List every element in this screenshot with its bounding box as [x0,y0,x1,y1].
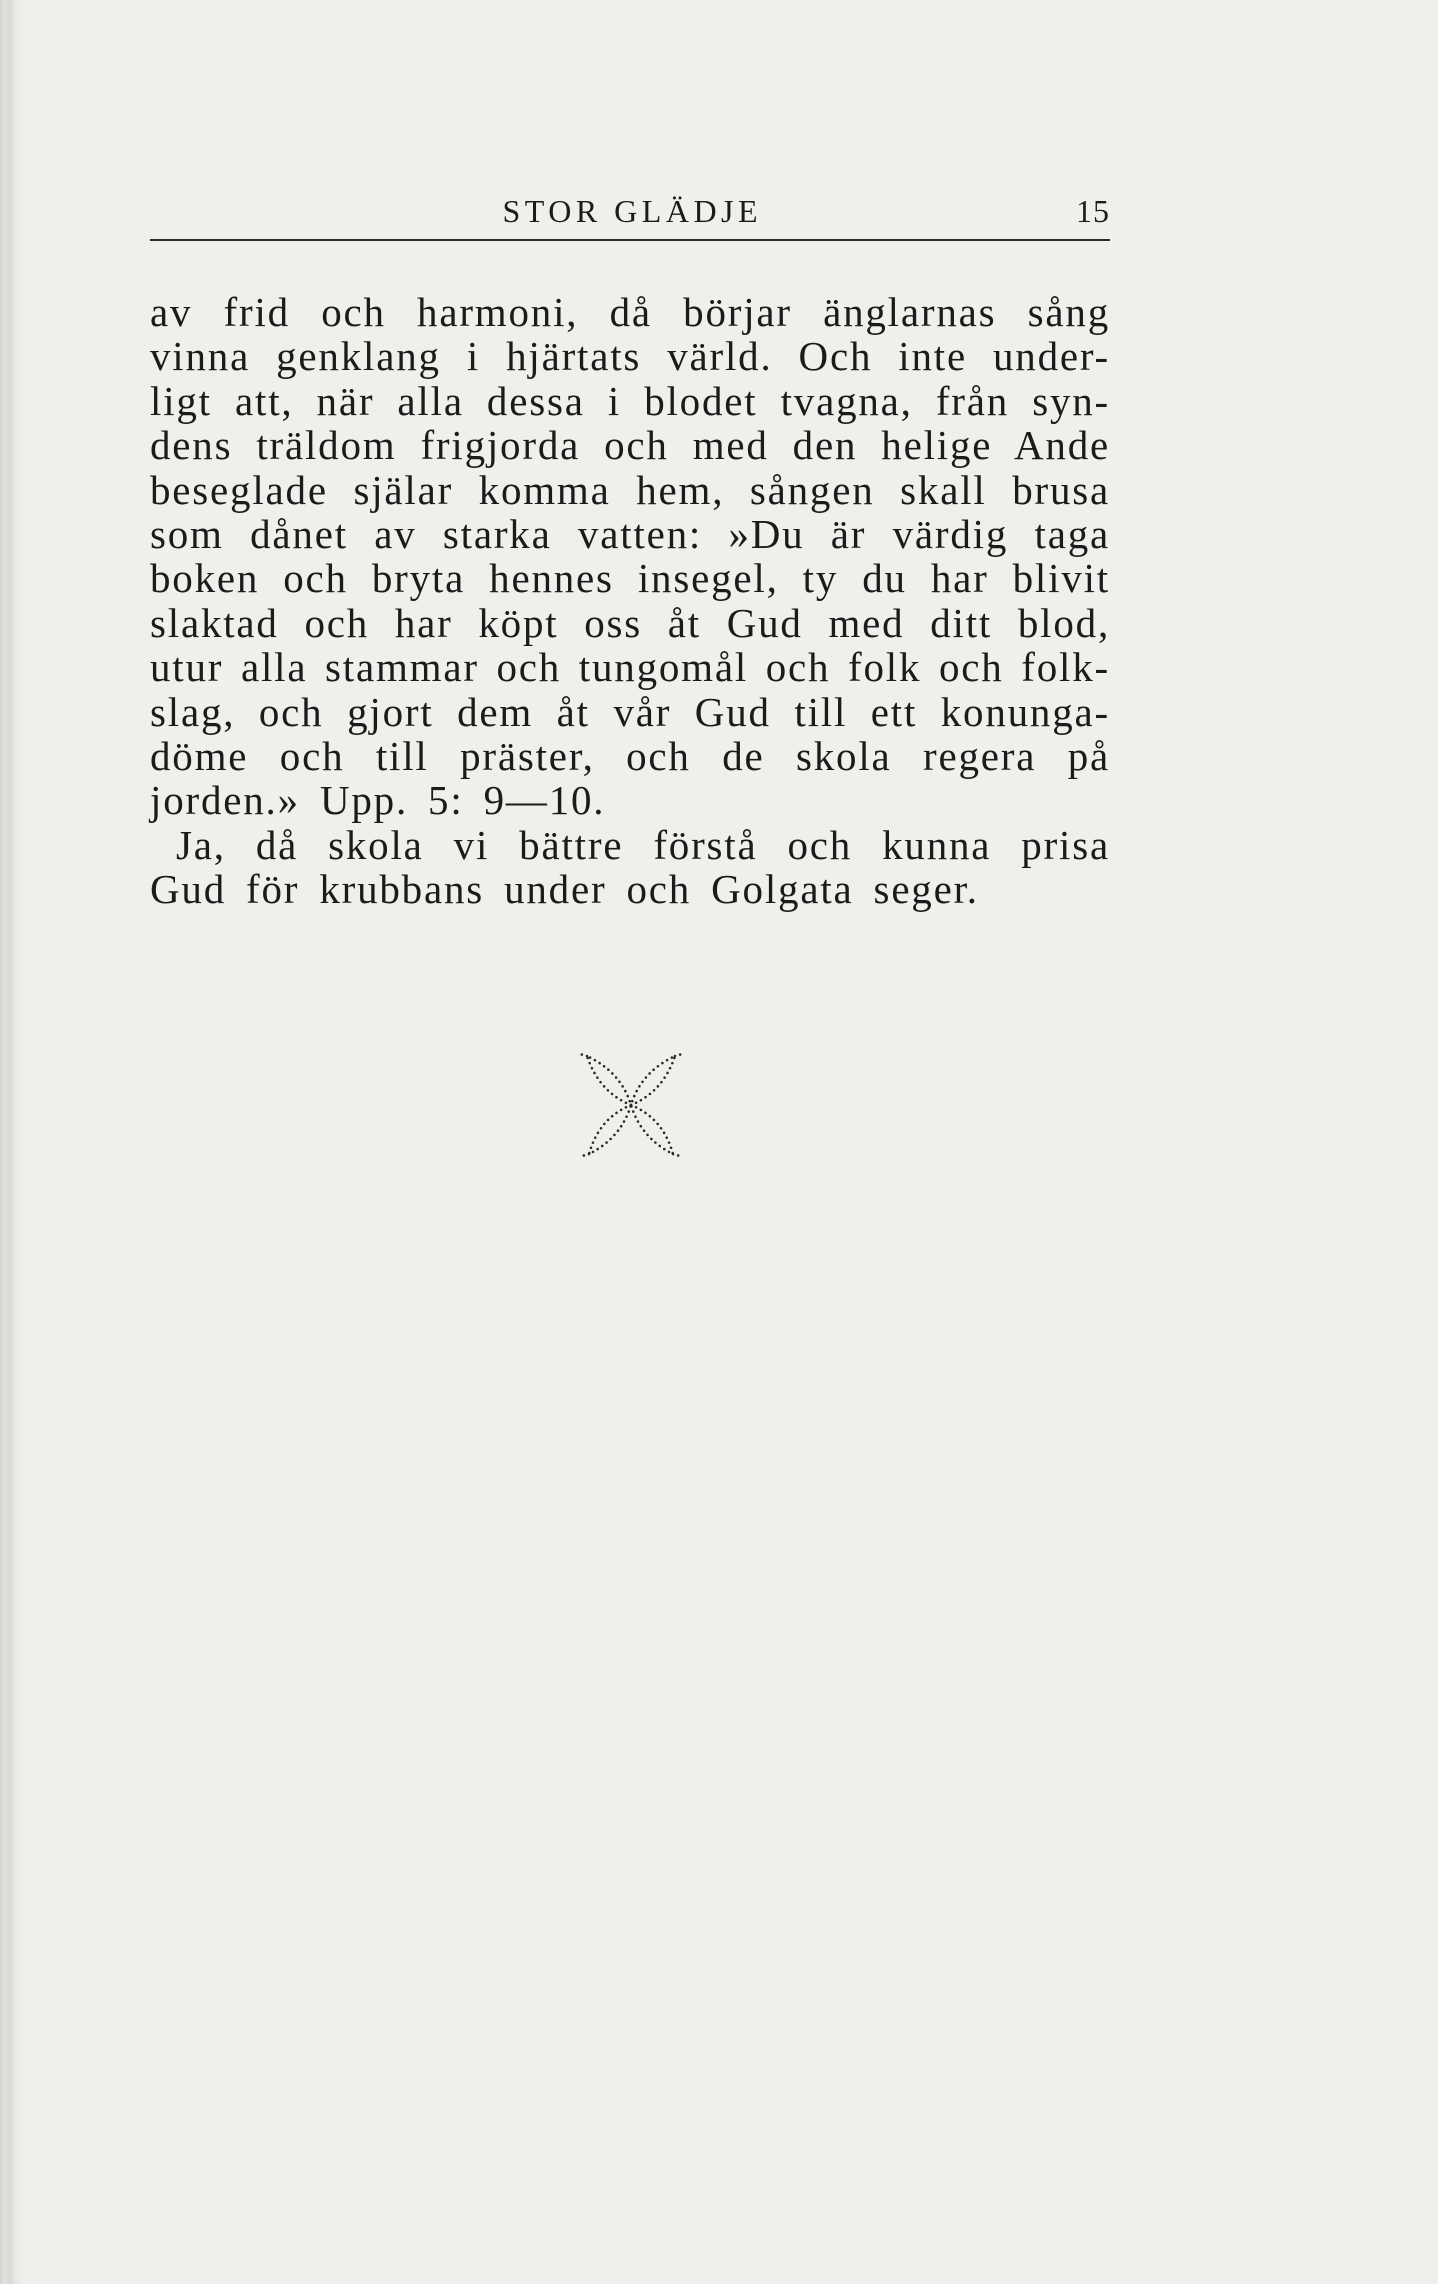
page-number: 15 [1076,193,1110,229]
body-text [150,290,1110,911]
paragraph [150,290,1110,823]
page-header [150,194,1110,228]
text-line: slag, och gjort dem åt vår Gud till ett konunga- [150,688,1110,735]
text-line: som dånet av starka vatten: »Du är värdig taga [150,510,1110,557]
text-line: Gud för krubbans under och Golgata seger. [150,866,979,913]
running-head: STOR GLÄDJE [502,193,763,229]
text-line: slaktad och har köpt oss åt Gud med ditt blod, [150,599,1110,646]
text-line: Ja, då skola vi bättre förstå och kunna prisa [176,821,1110,868]
text-line: dens träldom frigjorda och med den helige Ande [150,422,1110,469]
text-line: boken och bryta hennes insegel, ty du har blivit [150,555,1110,602]
text-line: utur alla stammar och tungomål och folk och folk- [150,644,1110,691]
scan-edge-shadow [0,0,24,2284]
text-line: beseglade själar komma hem, sången skall brusa [150,466,1110,513]
text-line: jorden.» Upp. 5: 9—10. [150,777,606,824]
text-line: ligt att, när alla dessa i blodet tvagna, från syn- [150,377,1110,424]
header-rule [150,239,1110,241]
text-line: av frid och harmoni, då börjar änglarnas sång [150,289,1110,335]
paragraph [150,823,1110,912]
text-line: döme och till präster, och de skola regera på [150,732,1110,779]
dotted-x-ornament-icon [575,1046,687,1164]
text-line: vinna genklang i hjärtats värld. Och inte under- [150,333,1110,380]
